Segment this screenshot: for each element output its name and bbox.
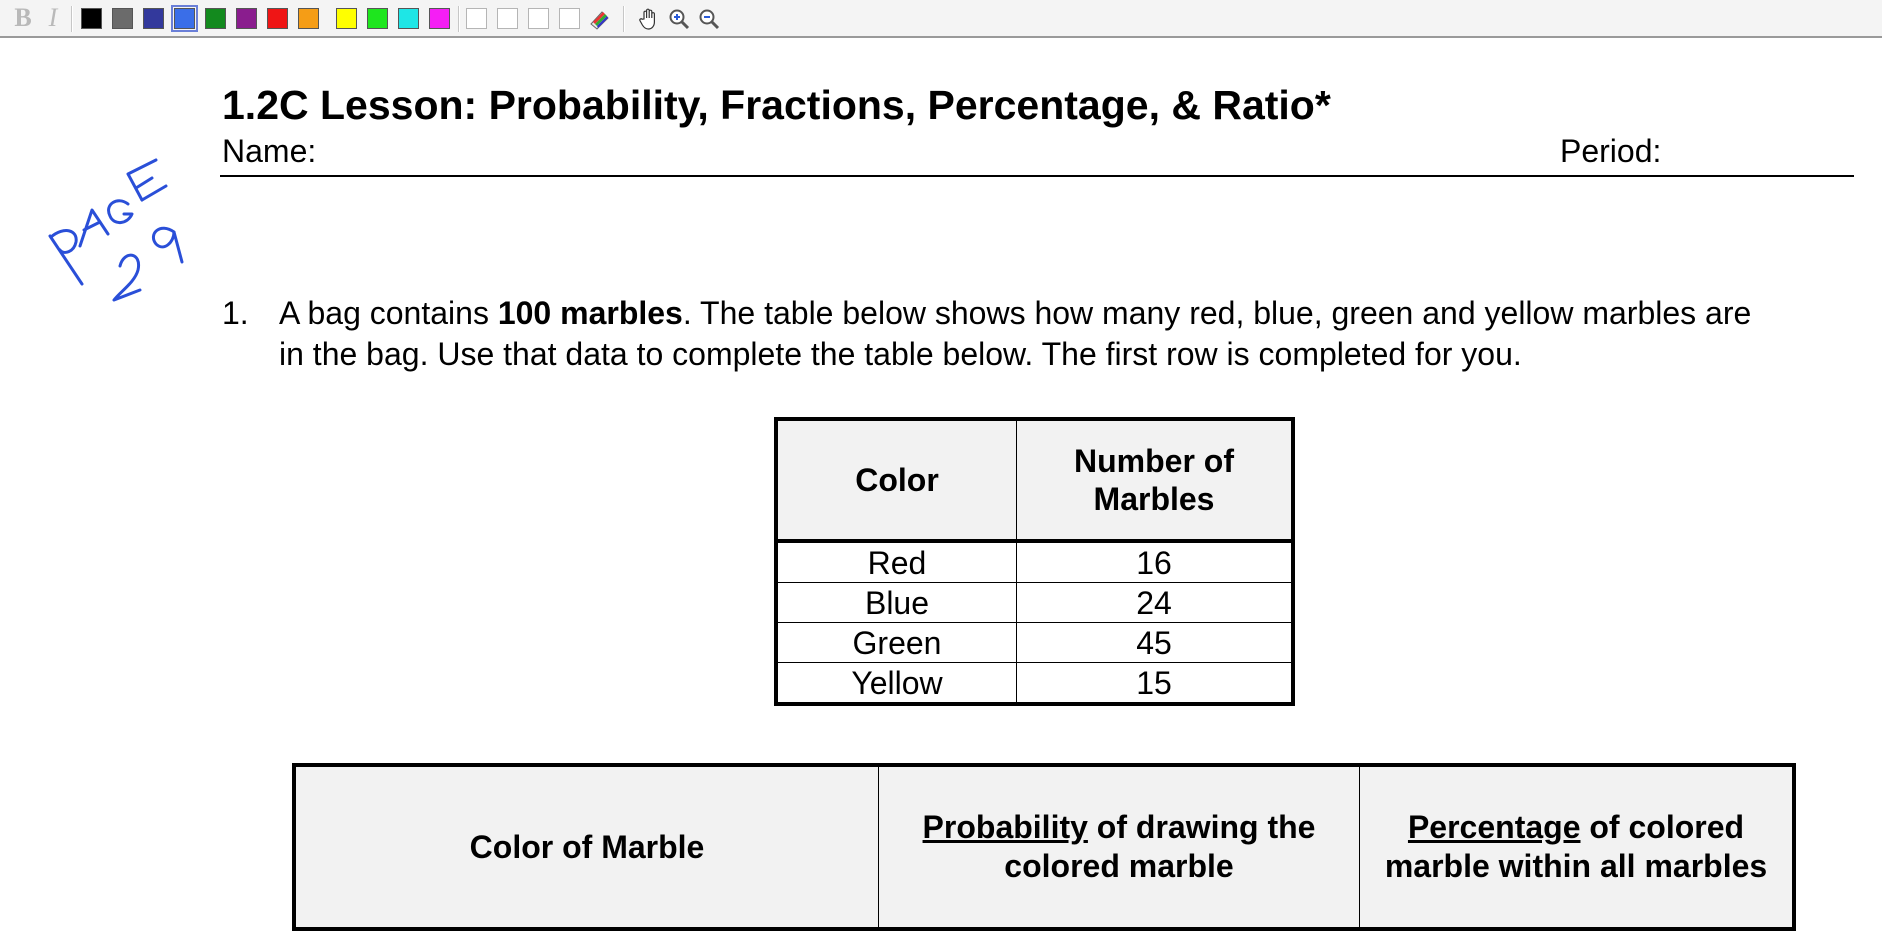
marble-count-cell: 15 bbox=[1017, 663, 1294, 705]
color-swatch[interactable] bbox=[367, 8, 388, 29]
color-swatch[interactable] bbox=[205, 8, 226, 29]
bold-button[interactable]: B bbox=[14, 3, 32, 32]
color-swatch[interactable] bbox=[174, 8, 195, 29]
marble-color-cell: Green bbox=[776, 623, 1017, 663]
table-header-color-of-marble: Color of Marble bbox=[294, 765, 879, 929]
marble-count-cell: 16 bbox=[1017, 541, 1294, 583]
color-swatch[interactable] bbox=[398, 8, 419, 29]
marble-count-table bbox=[774, 417, 1295, 706]
table-row bbox=[776, 623, 1293, 663]
name-underline bbox=[220, 175, 1854, 177]
color-swatch[interactable] bbox=[429, 8, 450, 29]
name-label: Name: bbox=[222, 133, 317, 169]
empty-color-swatch[interactable] bbox=[497, 8, 518, 29]
empty-color-swatch[interactable] bbox=[466, 8, 487, 29]
toolbar-separator bbox=[623, 6, 625, 32]
toolbar-separator bbox=[71, 6, 73, 32]
toolbar-separator bbox=[458, 6, 460, 32]
table-header-probability: Probability of drawing the colored marble bbox=[879, 765, 1360, 929]
zoom-out-icon[interactable] bbox=[697, 7, 721, 36]
color-swatch[interactable] bbox=[236, 8, 257, 29]
question-text-line-2: in the bag. Use that data to complete the table below. The first row is completed for you. bbox=[279, 336, 1522, 372]
marble-count-cell: 24 bbox=[1017, 583, 1294, 623]
question-number: 1. bbox=[222, 295, 249, 331]
color-palette-icon[interactable] bbox=[588, 8, 612, 37]
color-swatch[interactable] bbox=[267, 8, 288, 29]
handwritten-page-annotation bbox=[20, 130, 200, 325]
color-swatch[interactable] bbox=[112, 8, 133, 29]
color-swatch[interactable] bbox=[143, 8, 164, 29]
zoom-in-icon[interactable] bbox=[667, 7, 691, 36]
table-row bbox=[776, 663, 1293, 705]
marble-color-cell: Yellow bbox=[776, 663, 1017, 705]
color-swatch[interactable] bbox=[298, 8, 319, 29]
table-header-color: Color bbox=[776, 419, 1017, 541]
marble-color-cell: Red bbox=[776, 541, 1017, 583]
table-row bbox=[776, 541, 1293, 583]
empty-color-swatch[interactable] bbox=[559, 8, 580, 29]
color-swatch[interactable] bbox=[81, 8, 102, 29]
hand-icon[interactable] bbox=[637, 7, 661, 36]
probability-table bbox=[292, 763, 1796, 931]
annotation-toolbar bbox=[0, 0, 1882, 38]
table-header-percentage: Percentage of colored marble within all marbles bbox=[1360, 765, 1795, 929]
period-label: Period: bbox=[1560, 133, 1662, 169]
question-text-line-1: A bag contains 100 marbles. The table below shows how many red, blue, green and yellow marbles are bbox=[279, 295, 1752, 331]
page-title: 1.2C Lesson: Probability, Fractions, Percentage, & Ratio* bbox=[222, 82, 1331, 128]
empty-color-swatch[interactable] bbox=[528, 8, 549, 29]
color-swatch[interactable] bbox=[336, 8, 357, 29]
marble-count-cell: 45 bbox=[1017, 623, 1294, 663]
italic-button[interactable]: I bbox=[48, 3, 58, 32]
table-header-number: Number of Marbles bbox=[1017, 419, 1294, 541]
table-row bbox=[776, 583, 1293, 623]
marble-color-cell: Blue bbox=[776, 583, 1017, 623]
